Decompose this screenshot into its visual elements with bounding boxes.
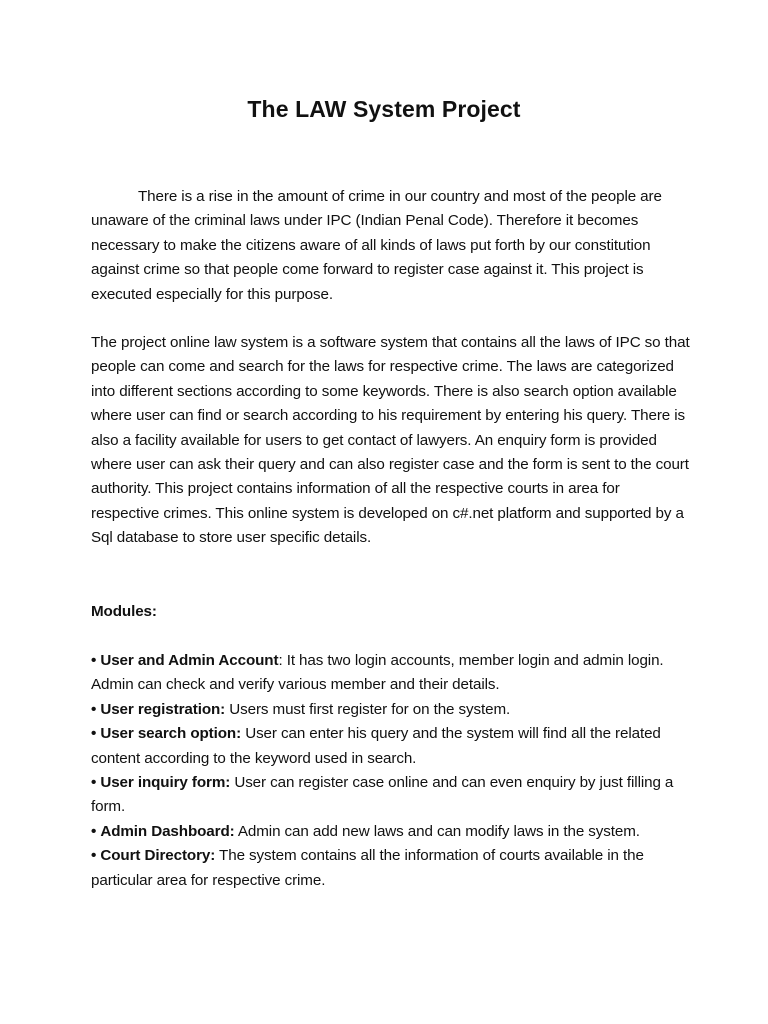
module-item <box>91 844 691 893</box>
modules-heading: Modules: <box>91 603 157 620</box>
module-name: Court Directory: <box>100 847 216 865</box>
module-name: User and Admin Account <box>100 652 279 669</box>
bullet-icon: • <box>91 725 97 743</box>
module-description: It has two login accounts, member login and admin login. Admin can check and verify various member and their details. <box>91 652 664 694</box>
module-name: Admin Dashboard: <box>100 822 235 840</box>
description-paragraph: The project online law system is a software system that contains all the laws of IPC so that people can come and search for the laws for respective crime. The laws are categorized into different sections according to some keywords. There is also search option available where user can find or search according to his requirement by entering his query. There is also a facility available for users to get contact of lawyers. An enquiry form is provided where user can ask their query and can also register case and the form is sent to the court authority. This project contains information of all the respective courts in area for respective crimes. This online system is developed on c#.net platform and supported by a Sql database to store user specific details. <box>91 334 690 547</box>
intro-paragraph: There is a rise in the amount of crime in our country and most of the people are unaware of the criminal laws under IPC (Indian Penal Code). Therefore it becomes necessary to make the citizens aware of all kinds of laws put forth by our constitution against crime so that people come forward to register case against it. This project is executed especially for this purpose. <box>91 188 662 303</box>
module-description: The system contains all the information of courts available in the particular area for respective crime. <box>91 847 644 889</box>
module-name: User inquiry form: <box>100 774 231 792</box>
document-title: The LAW System Project <box>247 96 521 122</box>
bullet-icon: • <box>91 700 97 718</box>
module-description: Admin can add new laws and can modify laws in the system. <box>234 822 640 840</box>
module-description: User can register case online and can even enquiry by just filling a form. <box>91 774 674 816</box>
bullet-icon: • <box>91 652 97 669</box>
module-item <box>91 820 691 844</box>
bullet-icon: • <box>91 822 97 840</box>
module-separator: : <box>278 652 283 669</box>
module-item <box>91 649 691 698</box>
module-name: User registration: <box>100 700 226 718</box>
module-item <box>91 771 691 820</box>
bullet-icon: • <box>91 774 97 792</box>
module-item <box>91 722 691 771</box>
module-item <box>91 698 691 722</box>
module-description: User can enter his query and the system will find all the related content according to the keyword used in search. <box>91 725 661 767</box>
module-description: Users must first register for on the system. <box>225 700 511 718</box>
modules-list <box>91 649 691 893</box>
module-name: User search option: <box>100 725 242 743</box>
bullet-icon: • <box>91 847 97 865</box>
